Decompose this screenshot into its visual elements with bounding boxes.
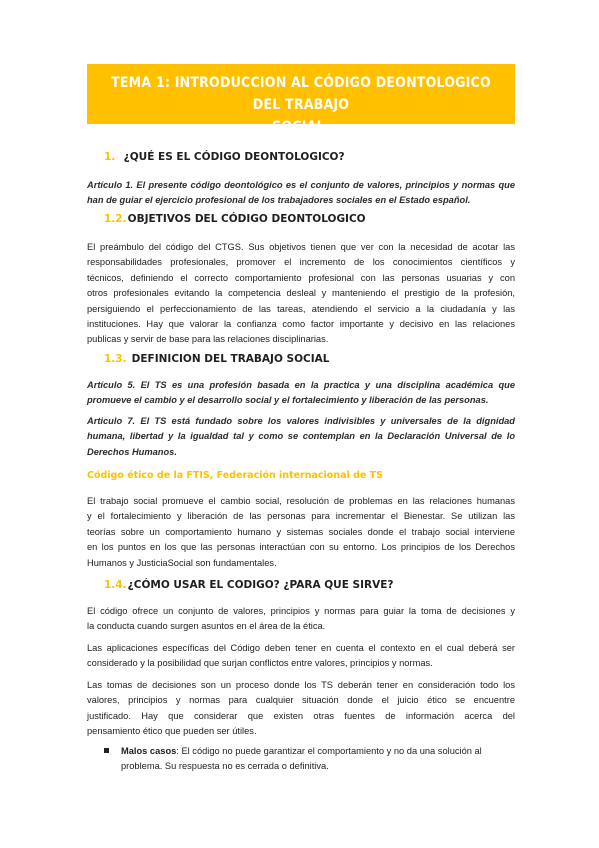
paragraph-line: humana, libertad y la igualdad tal y como se contemplan en la Declaración Universal de lo bbox=[87, 431, 515, 442]
article-1-paragraph bbox=[87, 178, 515, 209]
paragraph-line: Artículo 5. El TS es una profesión basada en la practica y una disciplina académica que bbox=[87, 380, 515, 390]
bullet-text bbox=[121, 744, 515, 775]
section-title: OBJETIVOS DEL CÓDIGO DEONTOLOGICO bbox=[127, 213, 366, 225]
objetivos-paragraph bbox=[87, 240, 515, 348]
bullet-square-icon bbox=[104, 748, 109, 753]
paragraph-line: El trabajo social promueve el cambio social, resolución de problemas en las relaciones humanas bbox=[87, 496, 515, 506]
bullet-label: Malos casos bbox=[121, 746, 177, 756]
bullet-line-2: problema. Su respuesta no es cerrada o definitiva. bbox=[121, 761, 329, 772]
bullet-line-1 bbox=[121, 744, 515, 759]
paragraph-line: pensamiento ético que pueden ser útiles. bbox=[87, 726, 257, 737]
article-7-paragraph bbox=[87, 414, 515, 460]
paragraph-line: la conducta cuando surgen asuntos en el área de la ética. bbox=[87, 621, 326, 632]
paragraph-line: El preámbulo del código del CTGS. Sus objetivos tienen que ver con la necesidad de acotar las bbox=[87, 242, 515, 252]
paragraph-line: teorías sobre un comportamiento humano y sistemas sociales donde el trabajo social interviene bbox=[87, 526, 515, 537]
section-number: 1.4. bbox=[104, 579, 127, 591]
paragraph-line: Artículo 1. El presente código deontológico es el conjunto de valores, principios y normas que bbox=[87, 180, 515, 190]
title-line-1: TEMA 1: INTRODUCCION AL CÓDIGO DEONTOLOGICO DEL TRABAJO bbox=[111, 75, 491, 113]
section-title: ¿QUÉ ES EL CÓDIGO DEONTOLOGICO? bbox=[123, 151, 345, 163]
section-number: 1.3. bbox=[104, 353, 127, 365]
paragraph-line: instituciones. Hay que valorar la confianza como factor importante y decisivo en las relaciones bbox=[87, 319, 515, 330]
section-title: ¿CÓMO USAR EL CODIGO? ¿PARA QUE SIRVE? bbox=[127, 579, 394, 591]
title-line-2: SOCIAL. bbox=[272, 119, 330, 135]
paragraph-line: Las aplicaciones específicas del Código deben tener en cuenta el contexto en el cual deberá ser bbox=[87, 643, 515, 653]
section-1-4-heading bbox=[104, 578, 393, 592]
paragraph-line: Las tomas de decisiones son un proceso donde los TS deberán tener en consideración todo los bbox=[87, 680, 515, 690]
uso-paragraph-1 bbox=[87, 604, 515, 635]
uso-paragraph-2 bbox=[87, 641, 515, 672]
paragraph-line: considerado y la posibilidad que surjan conflictos entre valores, principios y normas. bbox=[87, 658, 433, 669]
section-title: DEFINICION DEL TRABAJO SOCIAL bbox=[131, 353, 330, 365]
paragraph-line: han de guiar el ejercicio profesional de los trabajadores sociales en el Estado español. bbox=[87, 195, 471, 206]
paragraph-line: valores, principios y normas para cualquier situación donde el juicio ético se encuentre bbox=[87, 695, 515, 706]
section-1-2-heading bbox=[104, 212, 366, 226]
paragraph-line: técnicos, definiendo el correcto comportamiento profesional con las personas usuarias y con bbox=[87, 272, 515, 283]
paragraph-line: El código ofrece un conjunto de valores, principios y normas para guiar la toma de decisiones y bbox=[87, 606, 515, 616]
fits-heading: Código ético de la FTIS, Federación internacional de TS bbox=[87, 470, 383, 481]
paragraph-line: promueve el cambio y el desarrollo social y el fortalecimiento y liberación de las personas. bbox=[87, 395, 489, 406]
fits-paragraph bbox=[87, 494, 515, 571]
paragraph-line: y el fortalecimiento y liberación de las personas para incrementar el Bienestar. Se utilizan las bbox=[87, 511, 515, 522]
paragraph-line: en los puntos en los que las personas interactúan con su entorno. Los principios de los Derechos bbox=[87, 542, 515, 553]
paragraph-line: justificado. Hay que considerar que existen otras fuentes de información acerca del bbox=[87, 710, 515, 721]
paragraph-line: Articulo 7. El TS está fundado sobre los valores indivisibles y universales de la dignidad bbox=[87, 416, 515, 426]
title-banner bbox=[87, 64, 515, 135]
paragraph-line: otros profesionales evitando la competencia desleal y manteniendo el prestigio de la profesión, bbox=[87, 288, 515, 299]
paragraph-line: publicas y servir de base para las relaciones disciplinarias. bbox=[87, 334, 329, 345]
uso-paragraph-3 bbox=[87, 678, 515, 740]
bullet-line-1-text: : El código no puede garantizar el comportamiento y no da una solución al bbox=[176, 746, 482, 756]
paragraph-line: responsabilidades profesionales, promover el incremento de los conocimientos científicos y bbox=[87, 257, 515, 268]
section-1-3-heading bbox=[104, 352, 329, 366]
paragraph-line: persiguiendo el perfeccionamiento de las tareas, atendiendo el servicio a la ciudadanía y las bbox=[87, 303, 515, 314]
paragraph-line: Derechos Humanos. bbox=[87, 446, 177, 457]
section-1-heading bbox=[104, 150, 345, 164]
section-number: 1.2. bbox=[104, 213, 127, 225]
paragraph-line: Humanos y JusticiaSocial son fundamentales. bbox=[87, 557, 277, 568]
section-number: 1. bbox=[104, 151, 116, 163]
article-5-paragraph bbox=[87, 378, 515, 409]
